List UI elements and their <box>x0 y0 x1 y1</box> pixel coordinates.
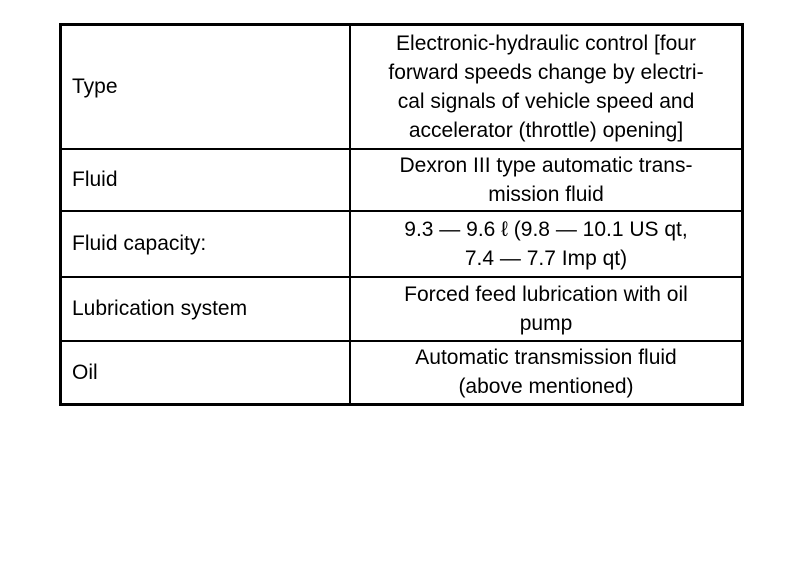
value-line: Electronic-hydraulic control [four <box>396 31 696 55</box>
row-value <box>350 341 743 405</box>
table-row-lubrication-system <box>61 277 743 341</box>
value-line: pump <box>519 311 573 335</box>
row-label: Type <box>61 25 351 149</box>
row-value <box>350 211 743 277</box>
row-label: Fluid <box>61 149 351 211</box>
row-value <box>350 277 743 341</box>
value-line: accelerator (throttle) opening] <box>408 118 684 142</box>
row-label: Lubrication system <box>61 277 351 341</box>
value-line: forward speeds change by electri- <box>388 60 704 84</box>
value-line: Dexron III type automatic trans- <box>399 153 693 177</box>
table-row-type <box>61 25 743 149</box>
value-line: (above mentioned) <box>458 375 634 399</box>
value-line: Automatic transmission fluid <box>415 346 677 370</box>
value-line: 7.4 — 7.7 Imp qt) <box>464 246 628 270</box>
value-line: 9.3 — 9.6 ℓ (9.8 — 10.1 US qt, <box>404 217 688 241</box>
table-row-oil <box>61 341 743 405</box>
table-row-fluid-capacity <box>61 211 743 277</box>
specification-table <box>59 23 744 406</box>
value-line: cal signals of vehicle speed and <box>397 89 695 113</box>
value-line: mission fluid <box>488 182 604 206</box>
value-line: Forced feed lubrication with oil <box>404 282 688 306</box>
row-value <box>350 149 743 211</box>
row-label: Fluid capacity: <box>61 211 351 277</box>
row-label: Oil <box>61 341 351 405</box>
table-row-fluid <box>61 149 743 211</box>
row-value <box>350 25 743 149</box>
